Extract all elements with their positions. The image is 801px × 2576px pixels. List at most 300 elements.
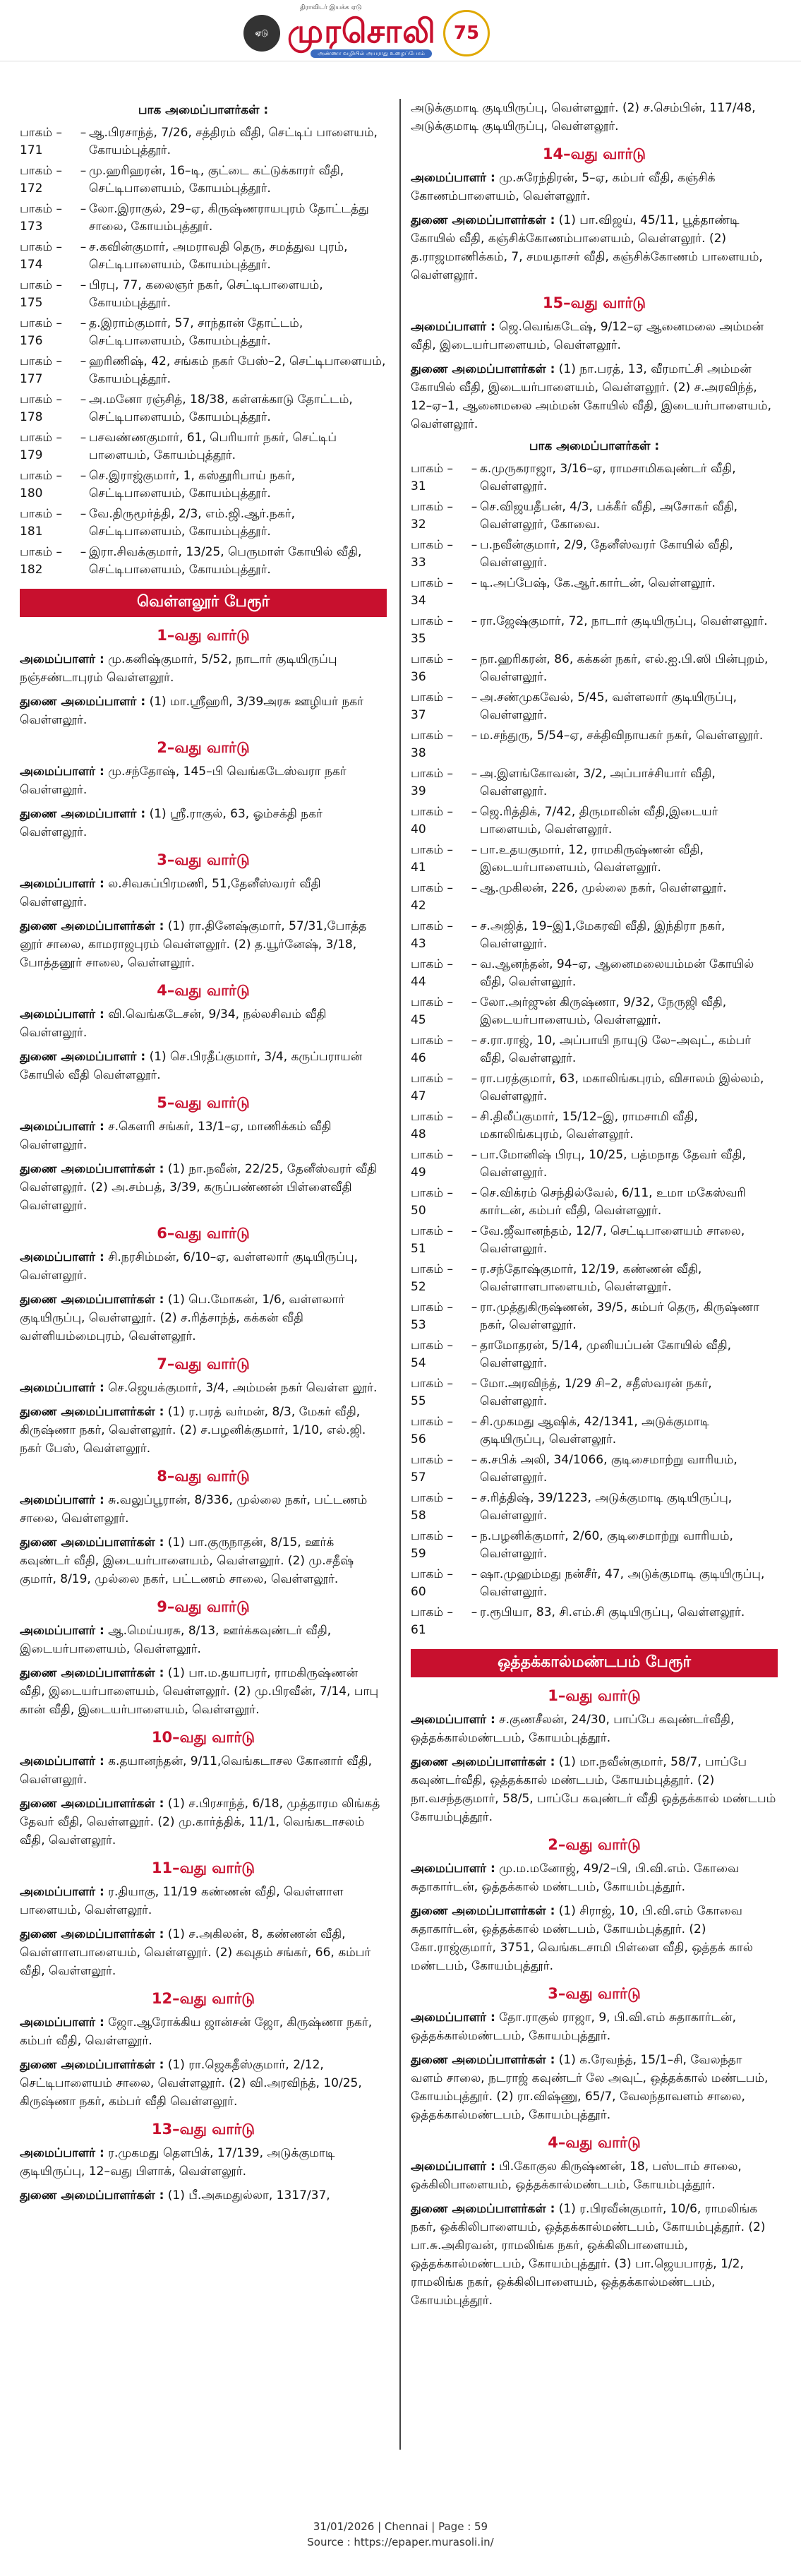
continuation-text: அடுக்குமாடி குடியிருப்பு, வெள்ளலூர். (2) ச.செம்பின், 117/48, அடுக்குமாடி குடியிருப்பு, வெள்ளலூர். xyxy=(411,101,756,133)
booth-row xyxy=(411,1146,778,1182)
booth-row xyxy=(20,353,387,388)
booth-separator: – xyxy=(471,729,478,743)
ward-role-entry xyxy=(411,211,778,284)
booth-number: பாகம் – 61 xyxy=(411,1605,453,1637)
booth-number: பாகம் – 33 xyxy=(411,538,453,570)
booth-separator: – xyxy=(471,1300,478,1314)
role-text: ச.குணசீலன், 24/30, பாப்பே கவுண்டர்வீதி, ஒத்தக்கால்மண்டபம், கோயம்புத்தூர். xyxy=(411,1713,735,1745)
booth-coordinator: லோ.இராகுல், 29–ஏ, கிருஷ்ணராயபுரம் தோட்டத்து சாலை, கோயம்புத்தூர். xyxy=(89,202,369,234)
booth-row xyxy=(411,880,778,915)
role-label: துணை அமைப்பாளர்கள் : xyxy=(20,1405,164,1419)
booth-separator: – xyxy=(471,1377,478,1391)
booth-coordinator: ஆ.முகிலன், 226, முல்லை நகர், வெள்ளலூர். xyxy=(480,881,727,895)
ward-title: 13–வது வார்டு xyxy=(151,2121,255,2138)
booth-number: பாகம் – 57 xyxy=(411,1453,453,1485)
role-text: (1) பா.குருநாதன், 8/15, ஊர்க் கவுண்டர் வீதி, இடையர்பாளையம், வெள்ளலூர். (2) மு.சதீஷ் குமார், 8/19, முல்லை நகர், பட்டணம் சாலை, வெள்ளலூர். xyxy=(20,1535,354,1586)
booth-number: பாகம் – 44 xyxy=(411,957,453,989)
booth-coordinator: செ.விக்ரம் செந்தில்வேல், 6/11, உமா மகேஸ்வரி கார்டன், கம்பர் வீதி, வெள்ளலூர். xyxy=(480,1186,746,1218)
booth-coordinator: வ.ஆனந்தன், 94–ஏ, ஆனைமலையம்மன் கோயில் வீதி, வெள்ளலூர். xyxy=(480,957,754,989)
role-label: துணை அமைப்பாளர்கள் : xyxy=(20,1162,164,1176)
ward-role-entry xyxy=(411,2200,778,2310)
booth-coordinator: ச.ரா.ராஜ், 10, அப்பாயி நாயுடு லே–அவுட், கம்பர் வீதி, வெள்ளலூர். xyxy=(480,1034,752,1065)
booth-coordinator: ஹரிணிஷ், 42, சங்கம் நகர் பேஸ்–2, செட்டிபாளையம், கோயம்புத்தூர். xyxy=(89,354,386,386)
booth-row xyxy=(20,277,387,312)
booth-coordinator: அ.மனோ ரஞ்சித், 18/38, கள்ளக்காடு தோட்டம், செட்டிபாளையம், கோயம்புத்தூர். xyxy=(89,393,353,424)
role-text: (1) பெ.மோகன், 1/6, வள்ளலார் குடியிருப்பு, வெள்ளலூர். (2) ச.ரித்சாந்த், கக்கன் வீதி வள்ளியம்மைபுரம், வெள்ளலூர். xyxy=(20,1293,345,1343)
booth-number: பாகம் – 53 xyxy=(411,1300,453,1332)
ward-role-entry xyxy=(411,2051,778,2124)
role-text: (1) ச.அகிலன், 8, கண்ணன் வீதி, வெள்ளாளபாளையம், வெள்ளலூர். (2) கவுதம் சங்கர், 66, கம்பர் வீதி, வெள்ளலூர். xyxy=(20,1927,371,1978)
ward-role-entry xyxy=(20,805,387,841)
role-label: அமைப்பாளர் : xyxy=(20,2015,104,2030)
masthead-tagline: திராவிடர் இயக்க ஏடு xyxy=(300,4,362,11)
ward-list xyxy=(411,1687,778,2310)
booth-number: பாகம் – 37 xyxy=(411,690,453,722)
ward-role-entry xyxy=(20,762,387,799)
role-label: அமைப்பாளர் : xyxy=(411,2011,495,2025)
booth-row xyxy=(411,803,778,839)
ward-role-entry xyxy=(20,650,387,687)
role-text: (1) மா.நவீன்குமார், 58/7, பாப்பே கவுண்டர்வீதி, ஒத்தக்கால் மண்டபம், கோயம்புத்தூர். (2) நா.வசந்தகுமார், 58/5, பாப்பே கவுண்டர் வீதி ஒத்தக்கால் மண்டபம் கோயம்புத்தூர். xyxy=(411,1755,776,1824)
column-divider xyxy=(399,99,401,2450)
role-text: சு.வலுப்பூரான், 8/336, முல்லை நகர், பட்டணம் சாலை, வெள்ளலூர். xyxy=(20,1493,368,1526)
booth-list xyxy=(20,124,387,579)
booth-coordinator: பா.மோனிஷ் பிரபு, 10/25, பத்மநாத தேவர் வீதி, வெள்ளலூர். xyxy=(480,1148,746,1180)
role-text: மு.சுரேந்திரன், 5–ஏ, கம்பர் வீதி, கஞ்சிக் கோணம்பாளையம், வெள்ளலூர். xyxy=(411,171,716,203)
role-label: அமைப்பாளர் : xyxy=(411,320,495,334)
booth-number: பாகம் – 49 xyxy=(411,1148,453,1180)
ward-title: 1–வது வார்டு xyxy=(548,1687,641,1704)
ward-role-entry xyxy=(20,1533,387,1588)
role-text: (1) பா.ம.தயாபரர், ராமகிருஷ்ணன் வீதி, இடையர்பாளையம், வெள்ளலூர். (2) மு.பிரவீன், 7/14, பாபு கான் வீதி, இடையர்பாளையம், வெள்ளலூர். xyxy=(20,1666,379,1717)
booth-row xyxy=(411,1490,778,1525)
booth-row xyxy=(411,1528,778,1563)
booth-row xyxy=(411,727,778,762)
role-text: செ.ஜெயக்குமார், 3/4, அம்மன் நகர் வெள்ள லூர். xyxy=(104,1381,378,1395)
booth-number: பாகம் – 50 xyxy=(411,1186,453,1218)
booth-row xyxy=(20,505,387,541)
booth-separator: – xyxy=(80,278,87,292)
booth-row xyxy=(411,1451,778,1487)
booth-row xyxy=(411,1375,778,1410)
role-label: அமைப்பாளர் : xyxy=(20,877,104,891)
booth-row xyxy=(411,1185,778,1220)
booth-coordinator: ஆ.பிரசாந்த், 7/26, சத்திரம் வீதி, செட்டிப் பாளையம், கோயம்புத்தூர். xyxy=(89,126,378,157)
booth-number: பாகம் – 38 xyxy=(411,729,453,760)
booth-number: பாகம் – 45 xyxy=(411,995,453,1027)
booth-coordinator: பசவண்ணகுமார், 61, பெரியார் நகர், செட்டிப் பாளையம், கோயம்புத்தூர். xyxy=(89,431,337,462)
booth-coordinator: பிரபு, 77, கலைஞர் நகர், செட்டிபாளையம், கோயம்புத்தூர். xyxy=(89,278,323,310)
booth-number: பாகம் – 177 xyxy=(20,354,62,386)
ward-role-entry xyxy=(411,2157,778,2194)
role-text: (1) ர.பிரவீன்குமார், 10/6, ராமலிங்க நகர், ஒக்கிலிபாளையம், ஒத்தக்கால்மண்டபம், கோயம்புத்தூர். (2) பா.சு.அகிரவன், ராமலிங்க நகர், ஒக்கிலிபாளையம், ஒத்தக்கால்மண்டபம், கோயம்புத்தூர். (3) பா.ஜெயபாரத், 1/2, ராமலிங்க நகர், ஒக்கிலிபாளையம், ஒத்தக்கால்மண்டபம், கோயம்புத்தூர். xyxy=(411,2202,766,2308)
booth-separator: – xyxy=(471,767,478,781)
booth-coordinator: பா.உதயகுமார், 12, ராமகிருஷ்ணன் வீதி, இடையர்பாளையம், வெள்ளலூர். xyxy=(480,843,704,875)
booth-number: பாகம் – 35 xyxy=(411,614,453,646)
booth-number: பாகம் – 32 xyxy=(411,500,453,532)
role-label: அமைப்பாளர் : xyxy=(411,1713,495,1727)
ward-title: 4–வது வார்டு xyxy=(548,2134,641,2151)
section-banner: வெள்ளலூர் பேரூர் xyxy=(20,589,387,617)
booth-number: பாகம் – 51 xyxy=(411,1224,453,1256)
booth-number: பாகம் – 43 xyxy=(411,919,453,951)
ward-title: 10–வது வார்டு xyxy=(151,1729,255,1746)
role-label: அமைப்பாளர் : xyxy=(20,652,104,666)
ward-title: 15–வது வார்டு xyxy=(542,294,646,311)
booth-number: பாகம் – 58 xyxy=(411,1491,453,1523)
booth-coordinator: தாமோதரன், 5/14, முனியப்பன் கோயில் வீதி, வெள்ளலூர். xyxy=(480,1338,732,1370)
ward-title: 2–வது வார்டு xyxy=(157,739,250,756)
booth-separator: – xyxy=(80,240,87,254)
role-label: துணை அமைப்பாளர்கள் : xyxy=(20,2058,164,2072)
booth-separator: – xyxy=(471,1186,478,1200)
role-label: அமைப்பாளர் : xyxy=(20,1250,104,1264)
ward-role-entry xyxy=(20,2186,387,2205)
ward-title: 9–வது வார்டு xyxy=(157,1598,250,1615)
booth-separator: – xyxy=(471,1453,478,1467)
role-label: துணை அமைப்பாளர் : xyxy=(20,807,146,821)
ward-title: 1–வது வார்டு xyxy=(157,627,250,644)
booth-separator: – xyxy=(80,393,87,407)
booth-number: பாகம் – 174 xyxy=(20,240,62,272)
role-label: அமைப்பாளர் : xyxy=(20,2146,104,2160)
newspaper-name: முரசொலி xyxy=(287,11,436,50)
booth-separator: – xyxy=(471,1072,478,1086)
ward-title: 3–வது வார்டு xyxy=(548,1985,641,2002)
booth-row xyxy=(20,544,387,579)
role-text: (1) பா.விஜய், 45/11, பூத்தாண்டி கோயில் வீதி, கஞ்சிக்கோணம்பாளையம், வெள்ளலூர். (2) த.ராஜமாணிக்கம், 7, சமயதாசர் வீதி, கஞ்சிக்கோணம் பாளையம், வெள்ளலூர். xyxy=(411,213,763,282)
booth-coordinator: சி.திலீப்குமார், 15/12–இ, ராமசாமி வீதி, மகாலிங்கபுரம், வெள்ளலூர். xyxy=(480,1110,698,1142)
booth-separator: – xyxy=(471,1605,478,1619)
booth-separator: – xyxy=(471,1110,478,1124)
role-label: அமைப்பாளர் : xyxy=(20,1624,104,1638)
role-text: ர.தியாகு, 11/19 கண்ணன் வீதி, வெள்ளாள பாளையம், வெள்ளலூர். xyxy=(20,1885,344,1917)
page-footer xyxy=(0,2519,801,2550)
booth-row xyxy=(411,498,778,534)
booth-number: பாகம் – 60 xyxy=(411,1567,453,1599)
booth-coordinator: அ.இளங்கோவன், 3/2, அப்பாச்சியார் வீதி, வெள்ளலூர். xyxy=(480,767,716,798)
booth-number: பாகம் – 40 xyxy=(411,805,453,837)
booth-subheading: பாக அமைப்பாளர்கள் : xyxy=(138,103,269,117)
role-label: துணை அமைப்பாளர்கள் : xyxy=(20,919,164,933)
booth-number: பாகம் – 39 xyxy=(411,767,453,798)
role-text: (1) பீ.அசுமதுல்லா, 1317/37, xyxy=(164,2188,330,2203)
booth-separator: – xyxy=(471,957,478,971)
booth-number: பாகம் – 36 xyxy=(411,652,453,684)
ward-role-entry xyxy=(20,1160,387,1215)
role-label: அமைப்பாளர் : xyxy=(20,1885,104,1899)
role-text: (1) ர.பரத் வர்மன், 8/3, மேகர் வீதி, கிருஷ்ணா நகர், வெள்ளலூர். (2) ச.பழனிக்குமார், 1/10, எல்.ஜி. நகர் பேஸ், வெள்ளலூர். xyxy=(20,1405,366,1456)
ward-title: 6–வது வார்டு xyxy=(157,1225,250,1242)
section-banner: ஒத்தக்கால்மண்டபம் பேரூர் xyxy=(411,1649,778,1677)
role-label: துணை அமைப்பாளர் : xyxy=(20,1050,146,1064)
role-label: அமைப்பாளர் : xyxy=(411,2159,495,2174)
ward-role-entry xyxy=(411,360,778,433)
ward-role-entry xyxy=(20,1752,387,1789)
booth-coordinator: ரா.முத்துகிருஷ்ணன், 39/5, கம்பர் தெரு, கிருஷ்ணா நகர், வெள்ளலூர். xyxy=(480,1300,759,1332)
booth-coordinator: வே.திருமூர்த்தி, 2/3, எம்.ஜி.ஆர்.நகர், செட்டிபாளையம், கோயம்புத்தூர். xyxy=(89,507,295,539)
booth-separator: – xyxy=(80,164,87,178)
booth-row xyxy=(411,651,778,686)
right-column xyxy=(411,99,778,2316)
booth-separator: – xyxy=(471,652,478,666)
booth-separator: – xyxy=(471,1567,478,1581)
role-label: துணை அமைப்பாளர்கள் : xyxy=(411,2053,555,2067)
booth-row xyxy=(411,994,778,1029)
booth-separator: – xyxy=(80,202,87,216)
ward-role-entry xyxy=(20,1379,387,1397)
booth-row xyxy=(411,1413,778,1449)
booth-number: பாகம் – 182 xyxy=(20,545,62,577)
booth-number: பாகம் – 56 xyxy=(411,1415,453,1446)
role-text: க.தயானந்தன், 9/11,வெங்கடாசல கோனார் வீதி, வெள்ளலூர். xyxy=(20,1754,373,1787)
booth-number: பாகம் – 47 xyxy=(411,1072,453,1103)
booth-separator: – xyxy=(80,354,87,369)
role-label: துணை அமைப்பாளர்கள் : xyxy=(20,1797,164,1811)
booth-coordinator: ரா.ஜேஷ்குமார், 72, நாடார் குடியிருப்பு, வெள்ளலூர். xyxy=(480,614,768,628)
booth-separator: – xyxy=(471,614,478,628)
role-text: ஜெ.வெங்கடேஷ், 9/12–ஏ ஆனைமலை அம்மன் வீதி, இடையர்பாளையம், வெள்ளலூர். xyxy=(411,320,764,352)
booth-separator: – xyxy=(471,843,478,857)
booth-number: பாகம் – 172 xyxy=(20,164,62,196)
footer-date-page: 31/01/2026 | Chennai | Page : 59 xyxy=(313,2520,488,2533)
ward-title: 5–வது வார்டு xyxy=(157,1094,250,1111)
booth-separator: – xyxy=(471,1262,478,1276)
booth-coordinator: ச.ரித்திஷ், 39/1223, அடுக்குமாடி குடியிருப்பு, வெள்ளலூர். xyxy=(480,1491,733,1523)
masthead xyxy=(0,0,801,61)
booth-coordinator: செ.விஜயதீபன், 4/3, பக்கீர் வீதி, அசோகர் வீதி, வெள்ளலூர், கோவை. xyxy=(480,500,738,532)
ward-role-entry xyxy=(20,1795,387,1850)
ward-role-entry xyxy=(20,1118,387,1154)
booth-coordinator: த.இராம்குமார், 57, சாந்தான் தோட்டம், செட்டிபாளையம், கோயம்புத்தூர். xyxy=(89,316,303,348)
booth-coordinator: நா.ஹரிகரன், 86, கக்கன் நகர், எல்.ஐ.பி.ஸி பின்புறம், வெள்ளலூர். xyxy=(480,652,769,684)
booth-list xyxy=(411,460,778,1639)
role-text: (1) ரா.தினேஷ்குமார், 57/31,போத்த னூர் சாலை, காமராஜபுரம் வெள்ளலூர். (2) த.யூர்னேஷ், 3/18, போத்தனூர் சாலை, வெள்ளலூர். xyxy=(20,919,367,970)
emblem-icon: ஏடு xyxy=(243,15,280,52)
ward-list xyxy=(411,145,778,433)
ward-role-entry xyxy=(411,169,778,205)
role-label: துணை அமைப்பாளர்கள் : xyxy=(20,1666,164,1680)
ward-title: 12–வது வார்டு xyxy=(151,1990,255,2007)
ward-role-entry xyxy=(20,1248,387,1285)
role-text: (1) ஸ்ரீ.ராகுல், 63, ஓம்சக்தி நகர் வெள்ளலூர். xyxy=(20,807,323,839)
ward-role-entry xyxy=(20,2013,387,2050)
booth-number: பாகம் – 179 xyxy=(20,431,62,462)
booth-row xyxy=(411,1032,778,1067)
ward-role-entry xyxy=(411,318,778,354)
booth-row xyxy=(411,537,778,572)
role-label: துணை அமைப்பாளர்கள் : xyxy=(20,1535,164,1550)
booth-row xyxy=(411,841,778,877)
ward-title: 4–வது வார்டு xyxy=(157,982,250,999)
booth-number: பாகம் – 46 xyxy=(411,1034,453,1065)
booth-row xyxy=(411,460,778,496)
booth-coordinator: அ.சண்முகவேல், 5/45, வள்ளலார் குடியிருப்பு, வெள்ளலூர். xyxy=(480,690,737,722)
booth-row xyxy=(20,239,387,274)
role-label: அமைப்பாளர் : xyxy=(20,1493,104,1507)
role-text: தோ.ராகுல் ராஜா, 9, பி.வி.எம் சுதாகார்டன், ஒத்தக்கால்மண்டபம், கோயம்புத்தூர். xyxy=(411,2011,737,2043)
booth-subheading: பாக அமைப்பாளர்கள் : xyxy=(529,439,660,453)
booth-number: பாகம் – 42 xyxy=(411,881,453,913)
booth-coordinator: லோ.அர்ஜுன் கிருஷ்ணா, 9/32, நேருஜி வீதி, இடையர்பாளையம், வெள்ளலூர். xyxy=(480,995,727,1027)
booth-number: பாகம் – 175 xyxy=(20,278,62,310)
masthead-motto: அண்ணா வழியில் அயராது உழைப்போம் xyxy=(311,49,432,58)
booth-row xyxy=(411,956,778,991)
booth-row xyxy=(411,1108,778,1144)
booth-number: பாகம் – 52 xyxy=(411,1262,453,1294)
ward-title: 8–வது வார்டு xyxy=(157,1468,250,1485)
role-text: (1) சிராஜ், 10, பி.வி.எம் கோவை சுதாகார்டன், ஒத்தக்கால் மண்டபம், கோயம்புத்தூர். (2) கோ.ராஜ்குமார், 3751, வெங்கடசாமி பிள்ளை வீதி, ஒத்தக் கால் மண்டபம், கோயம்புத்தூர். xyxy=(411,1904,753,1973)
booth-row xyxy=(20,467,387,503)
role-label: அமைப்பாளர் : xyxy=(411,1862,495,1876)
booth-row xyxy=(411,689,778,724)
booth-separator: – xyxy=(80,431,87,445)
role-text: ல.சிவசுப்பிரமணி, 51,தேனீஸ்வரர் வீதி வெள்ளலூர். xyxy=(20,877,321,909)
booth-separator: – xyxy=(471,1415,478,1429)
booth-coordinator: ஜெ.ரித்திக், 7/42, திருமாலின் வீதி,இடையர் பாளையம், வெள்ளலூர். xyxy=(480,805,718,837)
role-text: (1) நா.பரத், 13, வீரமாட்சி அம்மன் கோயில் வீதி, இடையர்பாளையம், வெள்ளலூர். (2) ச.அரவிந்த், 12–ஏ–1, ஆனைமலை அம்மன் கோயில் வீதி, இடையர்பாளையம், வெள்ளலூர். xyxy=(411,362,772,431)
booth-row xyxy=(411,1223,778,1258)
booth-row xyxy=(411,1566,778,1601)
booth-separator: – xyxy=(471,538,478,552)
booth-coordinator: வே.ஜீவானந்தம், 12/7, செட்டிபாளையம் சாலை, வெள்ளலூர். xyxy=(480,1224,745,1256)
booth-row xyxy=(20,315,387,350)
booth-number: பாகம் – 31 xyxy=(411,462,453,493)
ward-role-entry xyxy=(20,1290,387,1346)
booth-row xyxy=(411,1261,778,1296)
booth-row xyxy=(20,162,387,198)
role-label: அமைப்பாளர் : xyxy=(411,171,495,185)
ward-role-entry xyxy=(20,2144,387,2181)
booth-coordinator: ம.சந்துரு, 5/54–ஏ, சக்திவிநாயகர் நகர், வெள்ளலூர். xyxy=(480,729,764,743)
booth-row xyxy=(411,1299,778,1334)
ward-role-entry xyxy=(20,1491,387,1528)
role-label: துணை அமைப்பாளர்கள் : xyxy=(20,2188,164,2203)
booth-coordinator: ச.அஜித், 19–இ1,மேகரவி வீதி, இந்திரா நகர், வெள்ளலூர். xyxy=(480,919,725,951)
booth-coordinator: ப.நவீன்குமார், 2/9, தேனீஸ்வரர் கோயில் வீதி, வெள்ளலூர். xyxy=(480,538,733,570)
role-text: (1) க.ரேவந்த், 15/1–சி, வேலந்தா வளம் சாலை, நடராஜ் கவுண்டர் லே அவுட், ஒத்தக்கால் மண்டபம், கோயம்புத்தூர். (2) ரா.விஷ்ணு, 65/7, வேலந்தாவளம் சாலை, ஒத்தக்கால்மண்டபம், கோயம்புத்தூர். xyxy=(411,2053,769,2122)
booth-coordinator: ச.கவின்குமார், அமராவதி தெரு, சமத்துவ புரம், செட்டிபாளையம், கோயம்புத்தூர். xyxy=(89,240,348,272)
booth-coordinator: ரா.பரத்குமார், 63, மகாலிங்கபுரம், விசாலம் இல்லம், வெள்ளலூர். xyxy=(480,1072,764,1103)
role-text: ஆ.மெய்யரசு, 8/13, ஊர்க்கவுண்டர் வீதி, இடையர்பாளையம், வெள்ளலூர். xyxy=(20,1624,332,1656)
ward-title: 14–வது வார்டு xyxy=(542,145,646,162)
booth-number: பாகம் – 176 xyxy=(20,316,62,348)
booth-separator: – xyxy=(471,1338,478,1353)
role-label: துணை அமைப்பாளர்கள் : xyxy=(411,1755,555,1769)
ward-title: 7–வது வார்டு xyxy=(157,1355,250,1372)
role-label: அமைப்பாளர் : xyxy=(20,1381,104,1395)
booth-separator: – xyxy=(471,690,478,705)
booth-row xyxy=(411,1604,778,1639)
booth-separator: – xyxy=(80,469,87,483)
booth-separator: – xyxy=(80,126,87,140)
booth-separator: – xyxy=(471,995,478,1010)
ward-role-entry xyxy=(20,1883,387,1919)
role-text: (1) மா.ஸ்ரீஹரி, 3/39அரசு ஊழியர் நகர் வெள்ளலூர். xyxy=(20,695,364,727)
booth-separator: – xyxy=(471,805,478,819)
booth-row xyxy=(411,575,778,610)
booth-coordinator: க.சபிக் அலி, 34/1066, குடிசைமாற்று வாரியம், வெள்ளலூர். xyxy=(480,1453,737,1485)
booth-number: பாகம் – 59 xyxy=(411,1529,453,1561)
booth-coordinator: டி.அப்பேஷ், கே.ஆர்.கார்டன், வெள்ளலூர். xyxy=(480,576,716,590)
booth-number: பாகம் – 171 xyxy=(20,126,62,157)
ward-role-entry xyxy=(411,1859,778,1896)
booth-separator: – xyxy=(471,1224,478,1238)
role-text: பி.கோகுல கிருஷ்ணன், 18, பஸ்டாம் சாலை, ஒக்கிலிபாளையம், ஒத்தக்கால்மண்டபம், கோயம்புத்தூர். xyxy=(411,2159,742,2192)
role-text: (1) ச.பிரசாந்த், 6/18, முத்தாரம லிங்கத் தேவர் வீதி, வெள்ளலூர். (2) மு.கார்த்திக், 11/1, வெங்கடாசலம் வீதி, வெள்ளலூர். xyxy=(20,1797,380,1847)
booth-number: பாகம் – 55 xyxy=(411,1377,453,1408)
role-text: ச.கௌரி சங்கர், 13/1–ஏ, மாணிக்கம் வீதி வெள்ளலூர். xyxy=(20,1120,332,1152)
role-label: துணை அமைப்பாளர்கள் : xyxy=(411,1904,555,1918)
role-label: அமைப்பாளர் : xyxy=(20,1754,104,1768)
ward-role-entry xyxy=(20,917,387,972)
role-label: அமைப்பாளர் : xyxy=(20,765,104,779)
booth-number: பாகம் – 178 xyxy=(20,393,62,424)
booth-row xyxy=(20,391,387,426)
anniversary-badge: 75 xyxy=(443,10,490,56)
booth-row xyxy=(411,765,778,801)
ward-title: 3–வது வார்டு xyxy=(157,851,250,868)
ward-role-entry xyxy=(411,1753,778,1826)
booth-row xyxy=(20,200,387,236)
ward-title: 2–வது வார்டு xyxy=(548,1836,641,1853)
booth-coordinator: மோ.அரவிந்த், 1/29 சி–2, சதீஸ்வரன் நகர், வெள்ளலூர். xyxy=(480,1377,712,1408)
ward-list xyxy=(20,627,387,2205)
ward-role-entry xyxy=(20,2056,387,2111)
role-label: துணை அமைப்பாளர் : xyxy=(20,695,146,709)
role-text: (1) செ.பிரதீப்குமார், 3/4, கருப்பராயன் கோயில் வீதி வெள்ளலூர். xyxy=(20,1050,363,1082)
booth-number: பாகம் – 41 xyxy=(411,843,453,875)
booth-separator: – xyxy=(80,316,87,330)
role-text: சி.நரசிம்மன், 6/10–ஏ, வள்ளலார் குடியிருப்பு, வெள்ளலூர். xyxy=(20,1250,358,1283)
booth-row xyxy=(411,1337,778,1372)
booth-number: பாகம் – 48 xyxy=(411,1110,453,1142)
booth-coordinator: ஷா.முஹம்மது நன்சீர், 47, அடுக்குமாடி குடியிருப்பு, வெள்ளலூர். xyxy=(480,1567,765,1599)
booth-coordinator: க.முருகராஜா, 3/16–ஏ, ராமசாமிகவுண்டர் வீதி, வெள்ளலூர். xyxy=(480,462,736,493)
ward-role-entry xyxy=(411,1902,778,1975)
booth-coordinator: செ.இராஜ்குமார், 1, கஸ்தூரிபாய் நகர், செட்டிபாளையம், கோயம்புத்தூர். xyxy=(89,469,296,501)
ward-title: 11–வது வார்டு xyxy=(151,1859,255,1876)
ward-role-entry xyxy=(20,1622,387,1658)
role-label: அமைப்பாளர் : xyxy=(20,1007,104,1022)
role-text: மு.கனிஷ்குமார், 5/52, நாடார் குடியிருப்பு நஞ்சண்டாபுரம் வெள்ளலூர். xyxy=(20,652,337,685)
booth-coordinator: சி.முகமது ஆஷிக், 42/1341, அடுக்குமாடி குடியிருப்பு, வெள்ளலூர். xyxy=(480,1415,710,1446)
booth-number: பாகம் – 173 xyxy=(20,202,62,234)
booth-coordinator: ந.பழனிக்குமார், 2/60, குடிசைமாற்று வாரியம், வெள்ளலூர். xyxy=(480,1529,733,1561)
ward-role-entry xyxy=(411,1711,778,1747)
booth-number: பாகம் – 34 xyxy=(411,576,453,608)
booth-separator: – xyxy=(471,1148,478,1162)
booth-coordinator: மு.ஹரிஹரன், 16–டி, குட்டை கட்டுக்காரர் வீதி, செட்டிபாளையம், கோயம்புத்தூர். xyxy=(89,164,344,196)
role-text: மு.ம.மனோஜ், 49/2–பி, பி.வி.எம். கோவை சுதாகார்டன், ஒத்தக்கால் மண்டபம், கோயம்புத்தூர். xyxy=(411,1862,740,1894)
booth-separator: – xyxy=(80,507,87,521)
role-label: துணை அமைப்பாளர்கள் : xyxy=(20,1293,164,1307)
booth-coordinator: இரா.சிவக்குமார், 13/25, பெருமாள் கோயில் வீதி, செட்டிபாளையம், கோயம்புத்தூர். xyxy=(89,545,362,577)
booth-number: பாகம் – 54 xyxy=(411,1338,453,1370)
role-text: (1) ரா.ஜெகதீஸ்குமார், 2/12, செட்டிபாளையம் சாலை, வெள்ளலூர். (2) வி.அரவிந்த், 10/25, கிருஷ்ணா நகர், கம்பர் வீதி வெள்ளலூர். xyxy=(20,2058,362,2109)
booth-separator: – xyxy=(471,576,478,590)
ward-role-entry xyxy=(20,1005,387,1042)
booth-number: பாகம் – 180 xyxy=(20,469,62,501)
left-column xyxy=(20,99,387,2210)
booth-row xyxy=(411,613,778,648)
role-label: அமைப்பாளர் : xyxy=(20,1120,104,1134)
booth-separator: – xyxy=(471,1034,478,1048)
booth-separator: – xyxy=(471,881,478,895)
ward-role-entry xyxy=(411,2008,778,2045)
booth-separator: – xyxy=(471,1529,478,1543)
booth-separator: – xyxy=(471,919,478,933)
